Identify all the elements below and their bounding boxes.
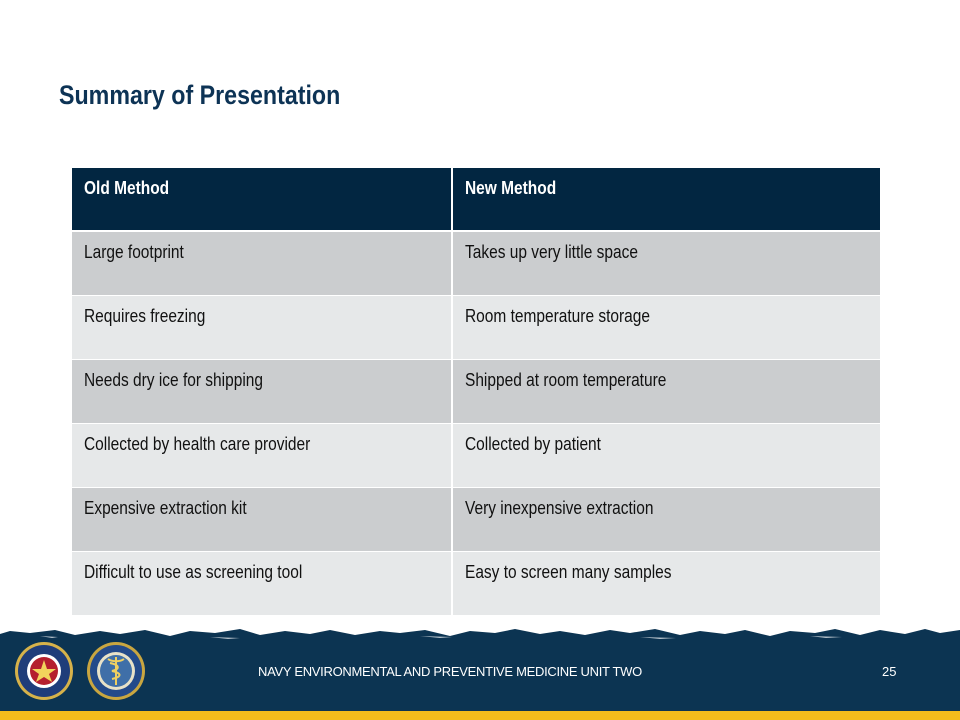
- old-method-cell: Expensive extraction kit: [72, 488, 452, 552]
- table-header-row: [72, 168, 880, 231]
- old-method-cell: Difficult to use as screening tool: [72, 552, 452, 616]
- old-method-cell: Requires freezing: [72, 296, 452, 360]
- slide-title: Summary of Presentation: [59, 80, 341, 110]
- footer-brush-edge: [0, 625, 960, 641]
- table-row: [72, 360, 880, 424]
- footer-organization-name: NAVY ENVIRONMENTAL AND PREVENTIVE MEDICINE UNIT TWO: [258, 664, 642, 679]
- footer-bar: [0, 625, 960, 720]
- old-method-cell: Needs dry ice for shipping: [72, 360, 452, 424]
- old-method-cell: Large footprint: [72, 231, 452, 296]
- table-row: [72, 296, 880, 360]
- header-new-method: New Method: [452, 168, 880, 231]
- header-old-method: Old Method: [72, 168, 452, 231]
- navy-marine-corps-public-health-center-seal-icon: [14, 641, 74, 701]
- table-row: [72, 231, 880, 296]
- new-method-cell: Very inexpensive extraction: [452, 488, 880, 552]
- navy-environmental-preventive-medicine-seal-icon: [86, 641, 146, 701]
- new-method-cell: Easy to screen many samples: [452, 552, 880, 616]
- new-method-cell: Shipped at room temperature: [452, 360, 880, 424]
- table-row: [72, 424, 880, 488]
- new-method-cell: Takes up very little space: [452, 231, 880, 296]
- page-number: 25: [882, 664, 897, 679]
- table-row: [72, 488, 880, 552]
- summary-table: [72, 168, 880, 616]
- old-method-cell: Collected by health care provider: [72, 424, 452, 488]
- table-row: [72, 552, 880, 616]
- footer-gold-stripe: [0, 711, 960, 720]
- new-method-cell: Collected by patient: [452, 424, 880, 488]
- new-method-cell: Room temperature storage: [452, 296, 880, 360]
